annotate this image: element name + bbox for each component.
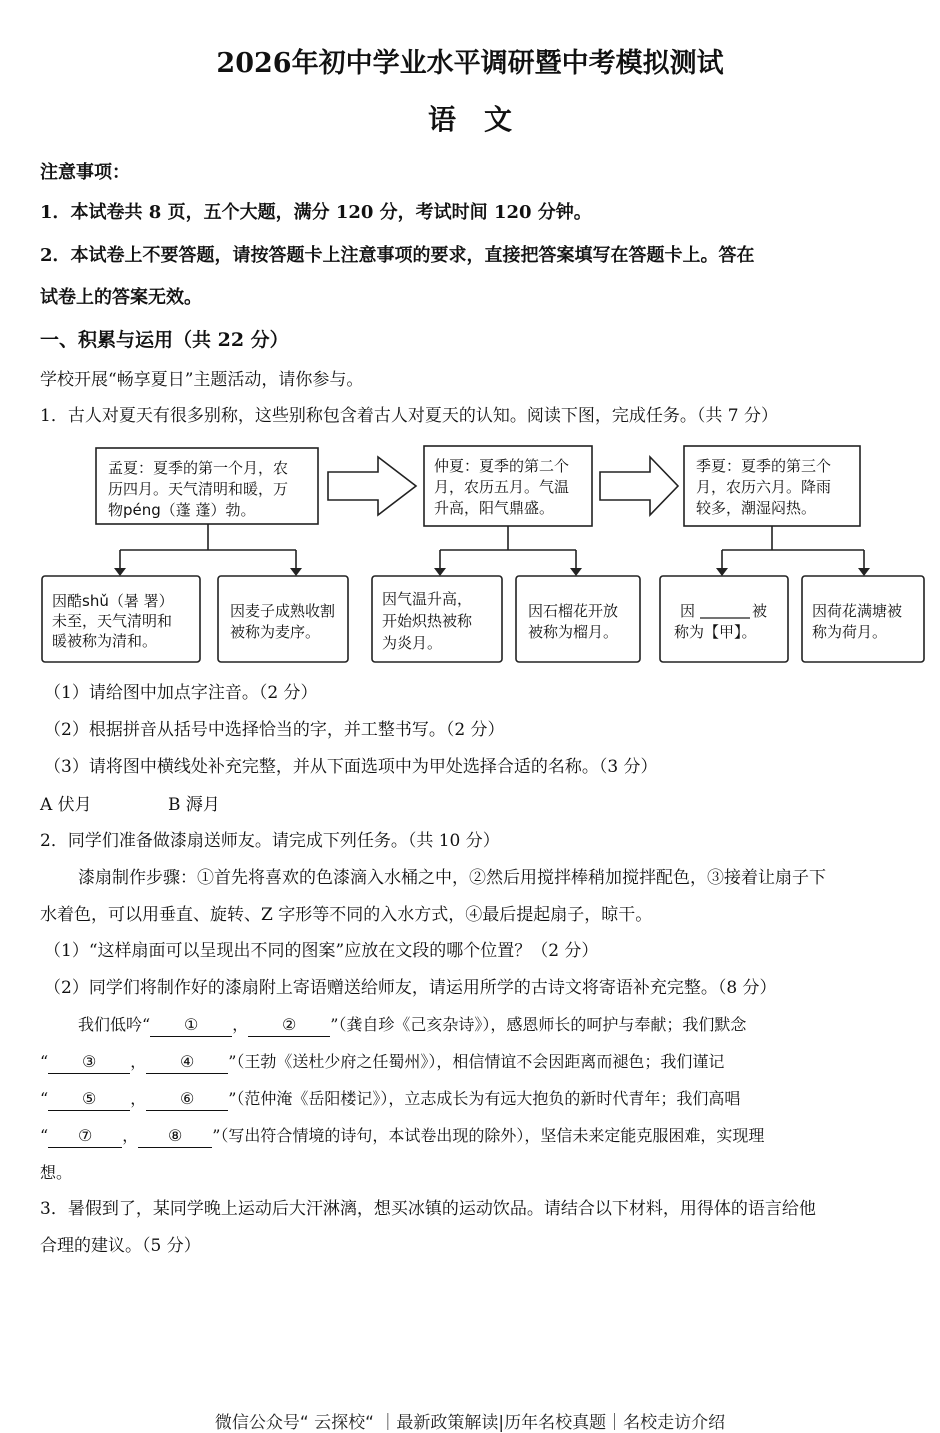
top-box-3-line-2: 月，农历六月。降雨	[696, 478, 832, 496]
question-1-stem: 1．古人对夏天有很多别称，这些别称包含着古人对夏天的认知。阅读下图，完成任务。（共 7 分）	[40, 406, 778, 426]
poem-text: ”（写出符合情境的诗句，本试卷出现的除外），坚信未来定能克服困难，实现理	[212, 1126, 765, 1145]
option-b: B 溽月	[168, 795, 220, 815]
bottom-box-2-line-1: 因麦子成熟收割	[230, 602, 336, 620]
poem-text: ”（范仲淹《岳阳楼记》），立志成长为有远大抱负的新时代青年；我们高唱	[228, 1089, 741, 1108]
q1-task-1: （1）请给图中加点字注音。（2 分）	[44, 683, 318, 703]
bottom-box-5-word-2: 被	[752, 602, 768, 620]
top-box-3-line-3: 较多，潮湿闷热。	[696, 499, 817, 517]
blank-7[interactable]: ⑦	[48, 1125, 122, 1148]
bottom-box-4-line-2: 被称为榴月。	[528, 623, 619, 641]
notice-heading: 注意事项：	[40, 162, 130, 183]
question-3-line-2: 合理的建议。（5 分）	[40, 1236, 201, 1256]
notice-item-2-line-1: 2．本试卷上不要答题，请按答题卡上注意事项的要求，直接把答案填写在答题卡上。答在	[40, 245, 755, 266]
summer-names-diagram	[38, 440, 928, 670]
poem-comma: ，	[130, 1089, 147, 1108]
poem-comma: ，	[122, 1126, 139, 1145]
blank-4[interactable]: ④	[146, 1051, 228, 1074]
blank-2[interactable]: ②	[248, 1014, 330, 1037]
top-box-2-line-1: 仲夏：夏季的第二个	[434, 457, 570, 475]
poem-text: 我们低吟“	[78, 1015, 151, 1034]
poem-quote-open: “	[40, 1126, 49, 1145]
poem-comma: ，	[232, 1015, 249, 1034]
blank-3[interactable]: ③	[48, 1051, 130, 1074]
poem-quote-open: “	[40, 1052, 49, 1071]
top-box-1-line-3: 物péng（蓬 蓬）勃。	[108, 501, 256, 519]
fan-steps-line-2: 水着色，可以用垂直、旋转、Z 字形等不同的入水方式，④最后提起扇子，晾干。	[40, 905, 653, 925]
footer-watermark: 微信公众号“ 云探校“ ｜最新政策解读|历年名校真题｜名校走访介绍	[214, 1413, 726, 1433]
poem-line-3	[40, 1086, 740, 1112]
poem-comma: ，	[130, 1052, 147, 1071]
bottom-box-6-line-2: 称为荷月。	[812, 623, 888, 641]
section-1-heading: 一、积累与运用（共 22 分）	[40, 329, 289, 351]
top-box-2-line-3: 升高，阳气鼎盛。	[434, 499, 555, 517]
bottom-box-6-line-1: 因荷花满塘被	[812, 602, 903, 620]
bottom-box-1-line-2: 未至，天气清明和	[52, 612, 173, 630]
q2-task-1: （1）“这样扇面可以呈现出不同的图案”应放在文段的哪个位置？（2 分）	[44, 941, 599, 961]
option-a: A 伏月	[40, 795, 92, 815]
subject-title: 语 文	[427, 103, 512, 136]
top-box-2-line-2: 月，农历五月。气温	[434, 478, 570, 496]
notice-item-1: 1．本试卷共 8 页，五个大题，满分 120 分，考试时间 120 分钟。	[40, 202, 592, 223]
poem-text: ”（王勃《送杜少府之任蜀州》），相信情谊不会因距离而褪色；我们谨记	[228, 1052, 725, 1071]
connector	[440, 526, 576, 570]
bottom-box-3-line-1: 因气温升高，	[382, 590, 473, 608]
bottom-box-5-word-1: 因	[680, 602, 696, 620]
blank-8[interactable]: ⑧	[138, 1125, 212, 1148]
bottom-box-5-line-2: 称为【甲】。	[674, 623, 757, 641]
question-3-line-1: 3．暑假到了，某同学晚上运动后大汗淋漓，想买冰镇的运动饮品。请结合以下材料，用得体的语言给他	[40, 1199, 816, 1219]
bottom-box-2-line-2: 被称为麦序。	[230, 623, 321, 641]
q1-task-2: （2）根据拼音从括号中选择恰当的字，并工整书写。（2 分）	[44, 720, 505, 740]
poem-line-2	[40, 1049, 724, 1075]
top-box-1-line-2: 历四月。天气清明和暖，万	[108, 480, 289, 498]
connector	[120, 524, 296, 570]
arrow-shape	[328, 457, 416, 515]
bottom-box-3-line-3: 为炎月。	[382, 634, 443, 652]
question-2-stem: 2．同学们准备做漆扇送师友。请完成下列任务。（共 10 分）	[40, 831, 500, 851]
section-1-intro: 学校开展“畅享夏日”主题活动，请你参与。	[40, 370, 364, 390]
poem-quote-open: “	[40, 1089, 49, 1108]
poem-line-5: 想。	[40, 1163, 73, 1182]
top-box-3-line-1: 季夏：夏季的第三个	[696, 457, 832, 475]
connector	[722, 526, 864, 570]
notice-item-2-line-2: 试卷上的答案无效。	[40, 287, 202, 308]
blank-1[interactable]: ①	[150, 1014, 232, 1037]
poem-text: ”（龚自珍《己亥杂诗》），感恩师长的呵护与奉献；我们默念	[330, 1015, 747, 1034]
q2-task-2: （2）同学们将制作好的漆扇附上寄语赠送给师友，请运用所学的古诗文将寄语补充完整。（8 分）	[44, 978, 777, 998]
blank-6[interactable]: ⑥	[146, 1088, 228, 1111]
exam-title: 2026年初中学业水平调研暨中考模拟测试	[216, 48, 724, 79]
q1-task-3: （3）请将图中横线处补充完整，并从下面选项中为甲处选择合适的名称。（3 分）	[44, 757, 658, 777]
bottom-box-1-line-1: 因酷shǔ（暑 署）	[52, 592, 174, 610]
bottom-box-4-line-1: 因石榴花开放	[528, 602, 619, 620]
poem-line-1	[78, 1012, 746, 1038]
blank-5[interactable]: ⑤	[48, 1088, 130, 1111]
arrow-shape	[600, 457, 678, 515]
top-box-1-line-1: 孟夏：夏季的第一个月，农	[108, 459, 289, 477]
bottom-box-3-line-2: 开始炽热被称	[382, 612, 473, 630]
fan-steps-line-1: 漆扇制作步骤：①首先将喜欢的色漆滴入水桶之中，②然后用搅拌棒稍加搅拌配色，③接着让扇子下	[78, 868, 826, 888]
bottom-box-1-line-3: 暖被称为清和。	[52, 632, 158, 650]
poem-line-4	[40, 1123, 764, 1149]
